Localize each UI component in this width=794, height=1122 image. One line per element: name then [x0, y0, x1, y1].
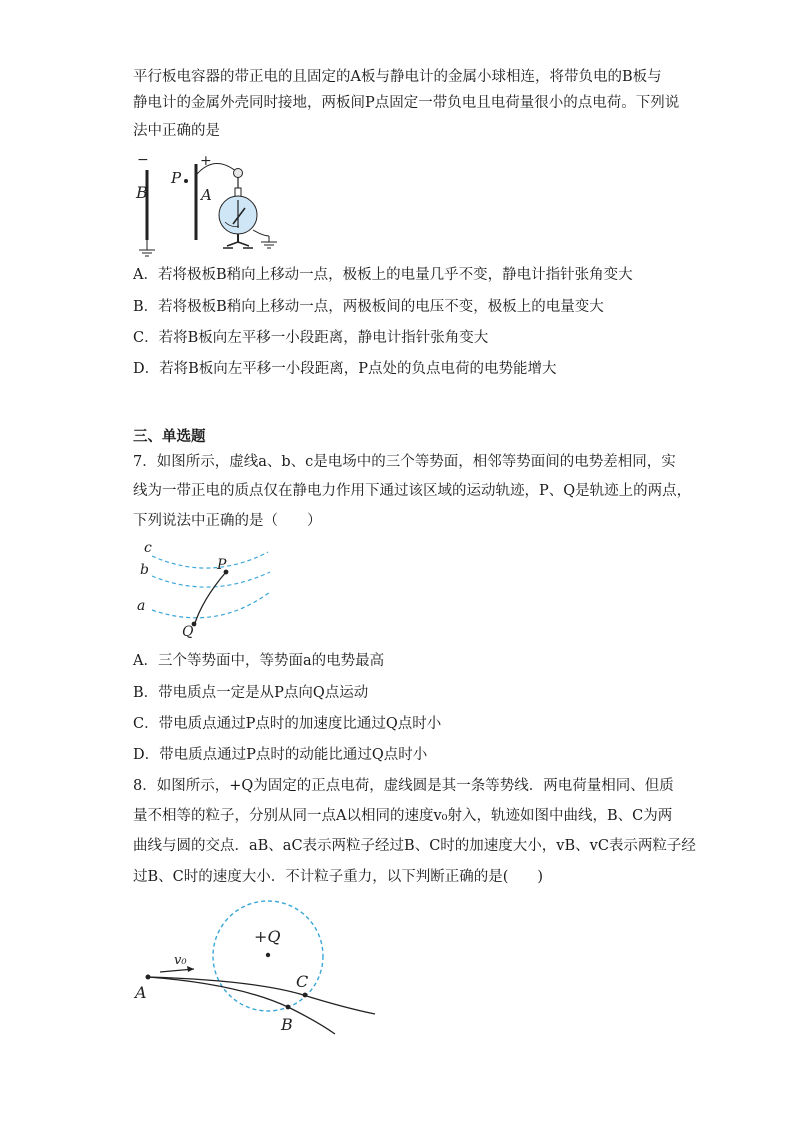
equipotential-c — [152, 552, 268, 568]
q7-stem-line-2: 线为一带正电的质点仅在静电力作用下通过该区域的运动轨迹，P、Q是轨迹上的两点， — [133, 483, 692, 499]
equipotential-a — [152, 592, 270, 618]
point-b — [286, 1005, 291, 1010]
q6-stem-line-1: 平行板电容器的带正电的且固定的A板与静电计的金属小球相连，将带负电的B板与 — [133, 69, 662, 85]
label-p: P — [217, 557, 227, 573]
q7-option-c: C．带电质点通过P点时的加速度比通过Q点时小 — [133, 716, 442, 732]
trajectory-c — [148, 977, 375, 1014]
q7-stem-line-3: 下列说法中正确的是（ ） — [133, 513, 322, 529]
q8-stem-line-4: 过B、C时的速度大小．不计粒子重力，以下判断正确的是( ) — [133, 869, 544, 885]
q8-stem-line-2: 量不相等的粒子，分别从同一点A以相同的速度v₀射入，轨迹如图中曲线，B、C为两 — [133, 808, 673, 824]
charge-label: +Q — [254, 927, 281, 946]
q6-option-c: C．若将B板向左平移一小段距离，静电计指针张角变大 — [133, 330, 489, 346]
label-b: b — [140, 562, 149, 578]
plate-b-label: B — [136, 183, 148, 202]
q6-option-b: B．若将极板B稍向上移动一点，两极板间的电压不变，极板上的电量变大 — [133, 299, 604, 315]
q7-option-b: B．带电质点一定是从P点向Q点运动 — [133, 685, 369, 701]
equipotential-figure — [130, 538, 280, 642]
q7-option-a: A．三个等势面中，等势面a的电势最高 — [133, 653, 385, 669]
q8-stem-line-1: 8．如图所示，+Q为固定的正点电荷，虚线圆是其一条等势线．两电荷量相同、但质 — [133, 778, 674, 794]
trajectory — [194, 572, 226, 626]
metal-ball — [234, 169, 243, 178]
point-p-label: P — [171, 169, 182, 187]
q7-stem-line-1: 7．如图所示，虚线a、b、c是电场中的三个等势面，相邻等势面间的电势差相同，实 — [133, 454, 676, 470]
charge-dot — [266, 953, 270, 957]
q6-stem-line-3: 法中正确的是 — [133, 123, 220, 139]
q6-option-d: D．若将B板向左平移一小段距离，P点处的负点电荷的电势能增大 — [133, 361, 557, 377]
plus-sign-label: + — [200, 153, 212, 169]
section-heading: 三、单选题 — [133, 428, 206, 445]
minus-sign-label: − — [137, 152, 149, 168]
label-q: Q — [182, 624, 194, 640]
velocity-label: v₀ — [174, 953, 187, 968]
plate-a-label: A — [201, 186, 212, 204]
point-charge-figure — [130, 900, 380, 1040]
capacitor-electroscope-figure — [133, 150, 283, 262]
q8-stem-line-3: 曲线与圆的交点．aB、aC表示两粒子经过B、C时的加速度大小，vB、vC表示两粒子经 — [133, 838, 696, 854]
label-a: A — [135, 983, 147, 1002]
point-p-dot — [184, 179, 188, 183]
label-a: a — [137, 598, 146, 614]
point-c — [303, 993, 308, 998]
equipotential-b — [152, 572, 270, 587]
q7-option-d: D．带电质点通过P点时的动能比通过Q点时小 — [133, 747, 428, 763]
q6-option-a: A．若将极板B稍向上移动一点，极板上的电量几乎不变，静电计指针张角变大 — [133, 267, 633, 283]
point-a — [146, 975, 151, 980]
label-c: c — [144, 540, 152, 556]
label-b: B — [281, 1015, 293, 1034]
label-c: C — [296, 972, 309, 991]
q6-stem-line-2: 静电计的金属外壳同时接地，两板间P点固定一带负电且电荷量很小的点电荷。下列说 — [133, 95, 680, 111]
